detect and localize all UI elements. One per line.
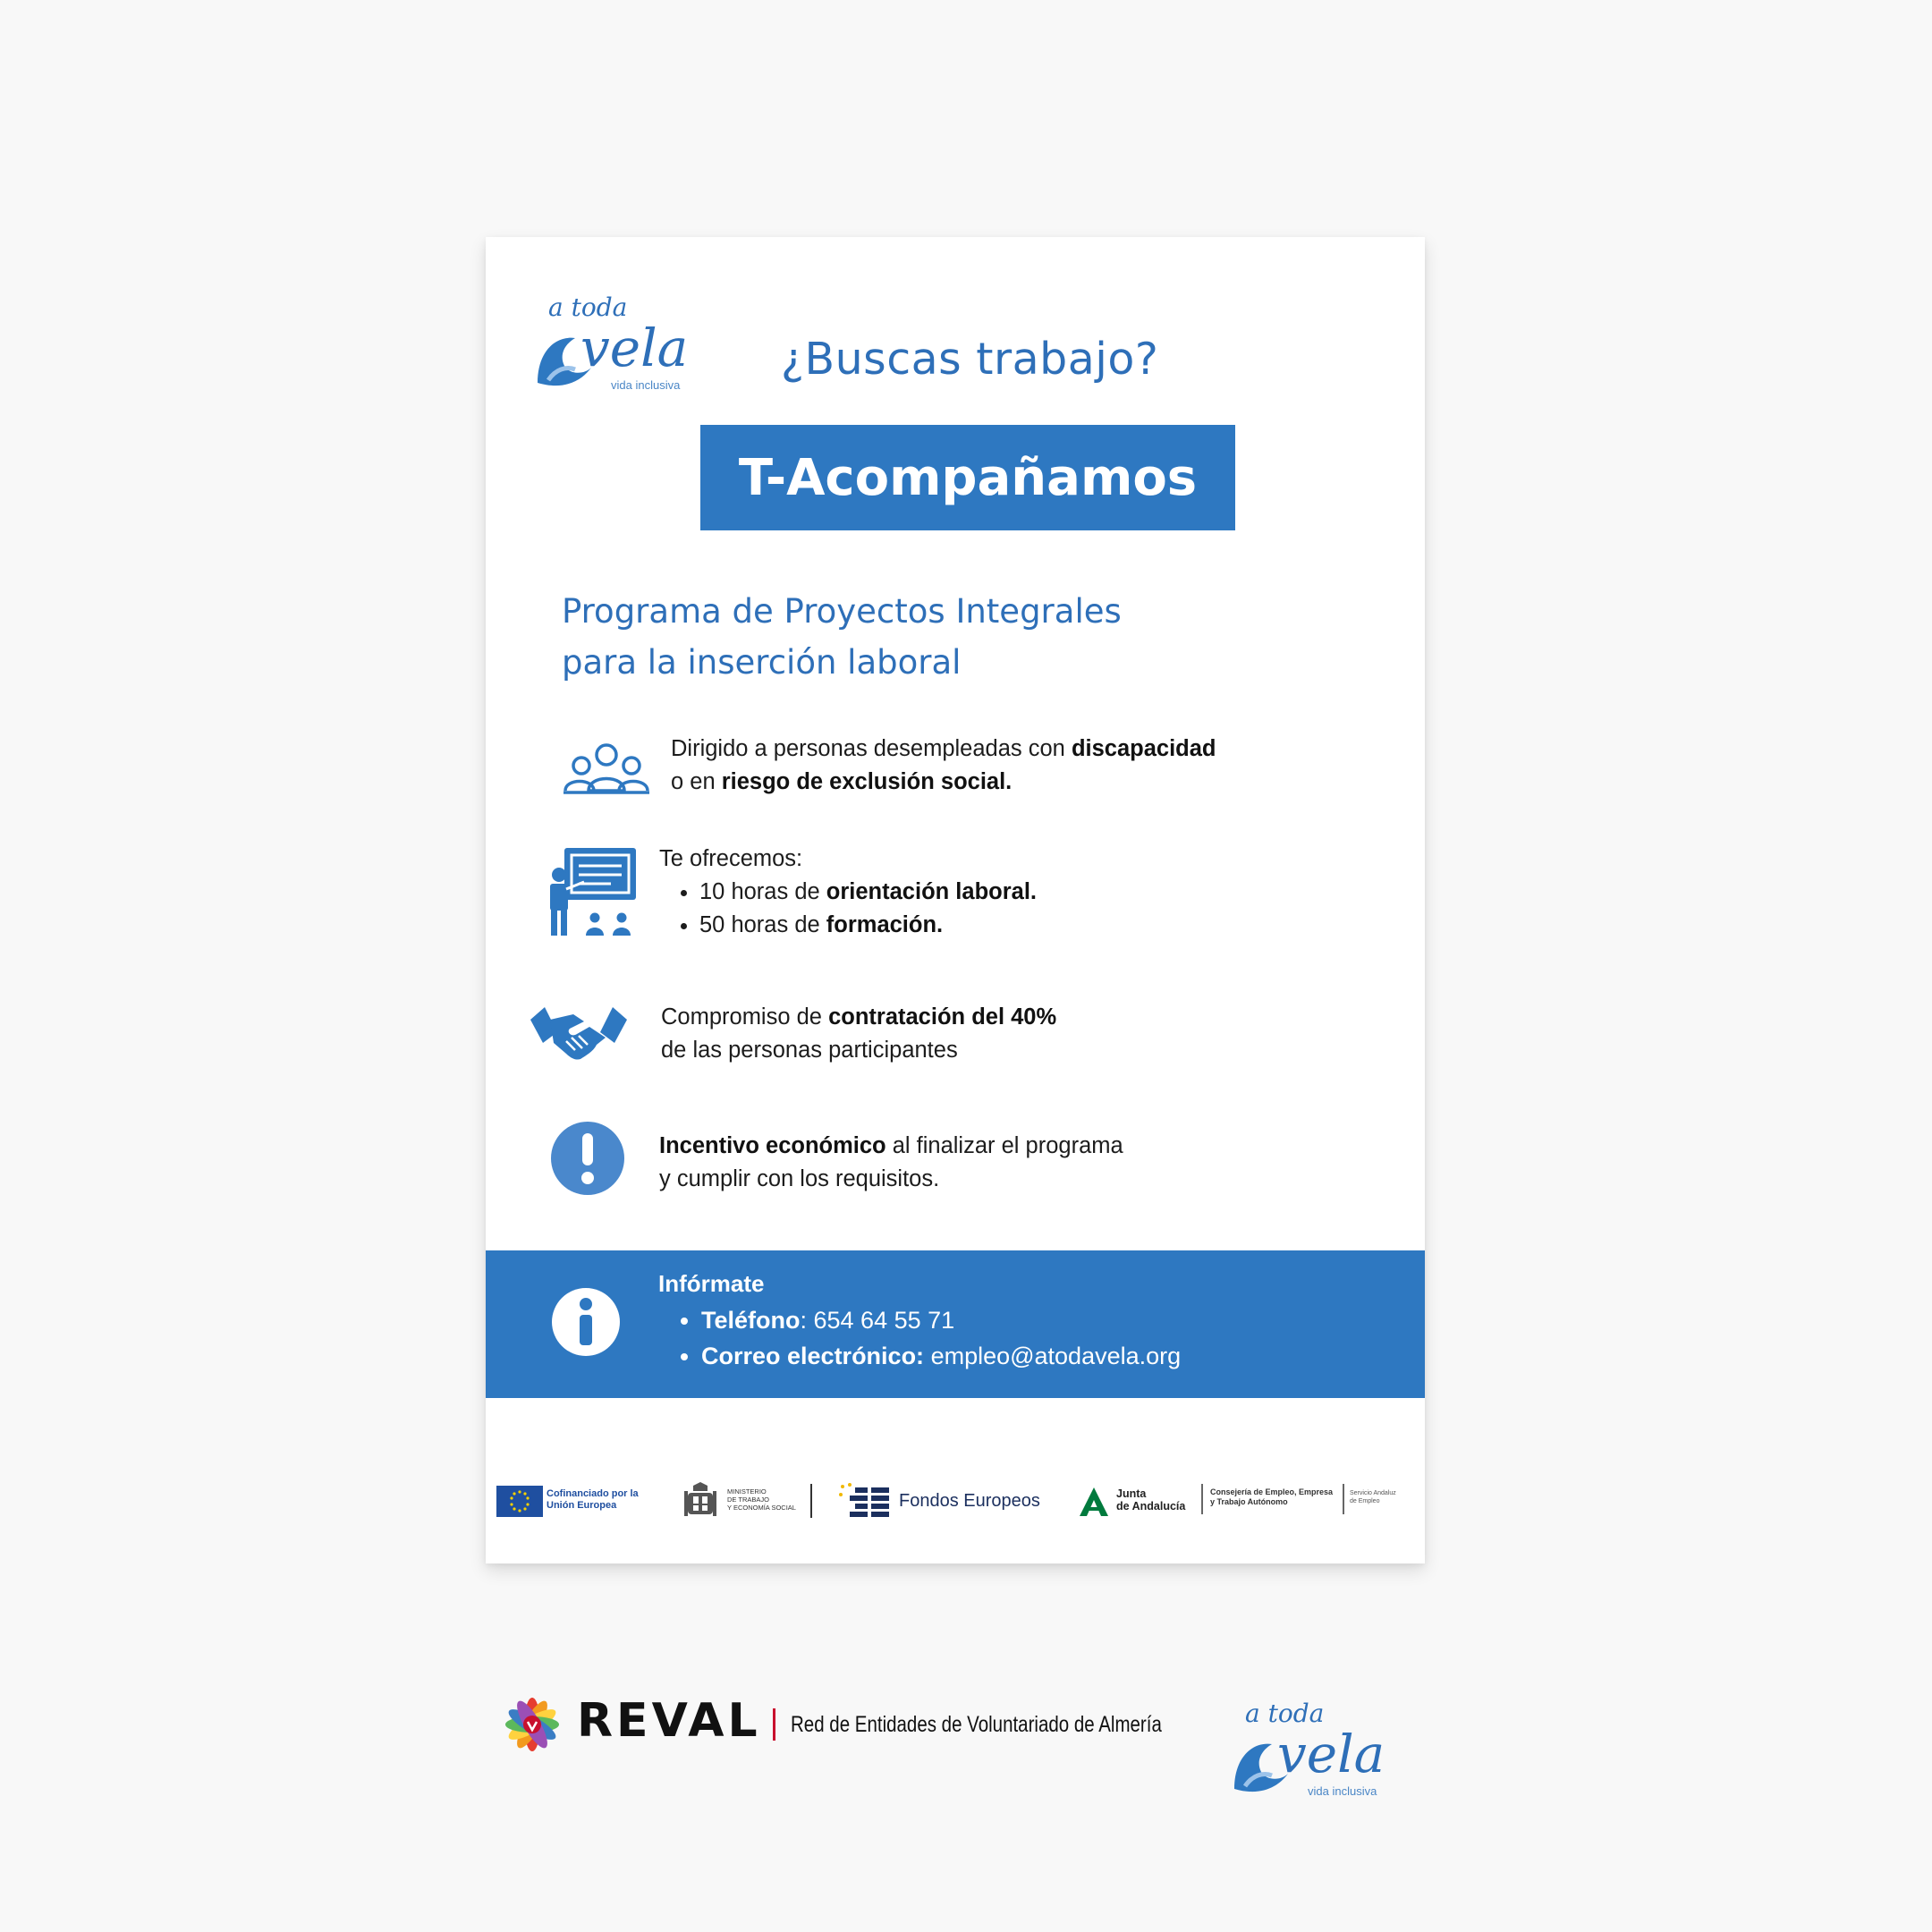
sponsors-strip [486, 1471, 1425, 1525]
divider [1343, 1484, 1344, 1514]
teacher-presentation-icon [548, 848, 636, 937]
svg-text:vela: vela [580, 318, 689, 378]
incentive-bold: Incentivo económico [659, 1133, 886, 1158]
fondos-europeos-text: Fondos Europeos [899, 1491, 1040, 1511]
handshake-icon [530, 1002, 627, 1064]
junta-line: de Andalucía [1116, 1500, 1186, 1513]
reval-flower-logo-icon [492, 1682, 572, 1762]
offer-item-bold: orientación laboral. [826, 879, 1037, 904]
commitment-bold: contratación del 40% [828, 1004, 1057, 1030]
junta-text [1116, 1487, 1185, 1513]
subtitle-line-2: para la inserción laboral [562, 643, 962, 682]
feature-target-text-2: o en [671, 769, 722, 794]
eu-flag-icon [496, 1486, 543, 1517]
divider [773, 1708, 775, 1741]
contact-email [701, 1338, 1181, 1374]
headline-question: ¿Buscas trabajo? [781, 334, 1159, 385]
exclamation-icon [550, 1121, 625, 1196]
junta-andalucia-logo-icon [1078, 1486, 1110, 1518]
svg-text:a toda: a toda [548, 292, 628, 322]
reval-wordmark: REVAL [577, 1694, 761, 1748]
reval-branding [492, 1682, 1162, 1762]
email-value: empleo@atodavela.org [924, 1343, 1182, 1369]
feature-target-text: Dirigido a personas desempleadas con [671, 736, 1072, 761]
list-item [699, 876, 1037, 909]
list-item [699, 909, 1037, 942]
program-title: T-Acompañamos [738, 448, 1198, 507]
phone-value: : 654 64 55 71 [800, 1307, 955, 1334]
info-icon [550, 1286, 622, 1358]
program-title-banner [700, 425, 1235, 530]
commitment-text-2: de las personas participantes [661, 1038, 958, 1063]
divider [810, 1484, 812, 1518]
phone-label: Teléfono [701, 1307, 801, 1334]
feature-incentive [659, 1130, 1123, 1196]
divider [1201, 1484, 1203, 1514]
servicio-line: Servicio Andaluz [1350, 1490, 1396, 1496]
a-toda-vela-logo-footer [1225, 1686, 1395, 1802]
subtitle-line-1: Programa de Proyectos Integrales [562, 592, 1122, 631]
ministerio-line: Y ECONOMÍA SOCIAL [727, 1504, 796, 1512]
offer-item-text: 50 horas de [699, 912, 826, 937]
feature-offer [659, 843, 1037, 942]
spain-coat-of-arms-icon [682, 1482, 718, 1520]
servicio-line: de Empleo [1350, 1498, 1380, 1504]
eu-cofinanced-text: Cofinanciado por la Unión Europea [547, 1488, 639, 1511]
feature-target-bold: discapacidad [1071, 736, 1216, 761]
junta-line: Junta [1116, 1487, 1147, 1500]
reval-tagline: Red de Entidades de Voluntariado de Almería [791, 1712, 1162, 1737]
consejeria-line: Consejería de Empleo, Empresa [1210, 1487, 1334, 1496]
consejeria-line: y Trabajo Autónomo [1210, 1497, 1288, 1506]
feature-target-bold-2: riesgo de exclusión social. [721, 769, 1013, 794]
svg-text:vela: vela [1277, 1724, 1385, 1784]
a-toda-vela-logo [529, 280, 699, 396]
feature-target-audience [671, 733, 1216, 799]
incentive-text: al finalizar el programa [886, 1133, 1123, 1158]
incentive-text-2: y cumplir con los requisitos. [659, 1166, 940, 1191]
svg-text:vida inclusiva: vida inclusiva [1308, 1784, 1377, 1798]
commitment-text: Compromiso de [661, 1004, 829, 1030]
offer-item-text: 10 horas de [699, 879, 826, 904]
contact-bar [486, 1250, 1425, 1398]
contact-title: Infórmate [658, 1270, 765, 1297]
ministerio-text [727, 1487, 796, 1512]
servicio-text [1350, 1489, 1396, 1505]
fondos-europeos-icon [837, 1482, 891, 1520]
offer-item-bold: formación. [826, 912, 944, 937]
program-subtitle [562, 586, 1277, 688]
ministerio-line: DE TRABAJO [727, 1496, 769, 1504]
contact-phone [701, 1302, 1181, 1338]
consejeria-text [1210, 1487, 1333, 1507]
feature-offer-list [659, 876, 1037, 942]
contact-list [658, 1302, 1181, 1374]
people-group-icon [562, 742, 651, 796]
feature-commitment [661, 1001, 1056, 1067]
feature-offer-intro: Te ofrecemos: [659, 846, 803, 871]
svg-text:vida inclusiva: vida inclusiva [611, 378, 681, 392]
svg-text:a toda: a toda [1245, 1699, 1325, 1728]
email-label: Correo electrónico: [701, 1343, 925, 1369]
poster [486, 237, 1425, 1563]
ministerio-line: MINISTERIO [727, 1487, 767, 1496]
